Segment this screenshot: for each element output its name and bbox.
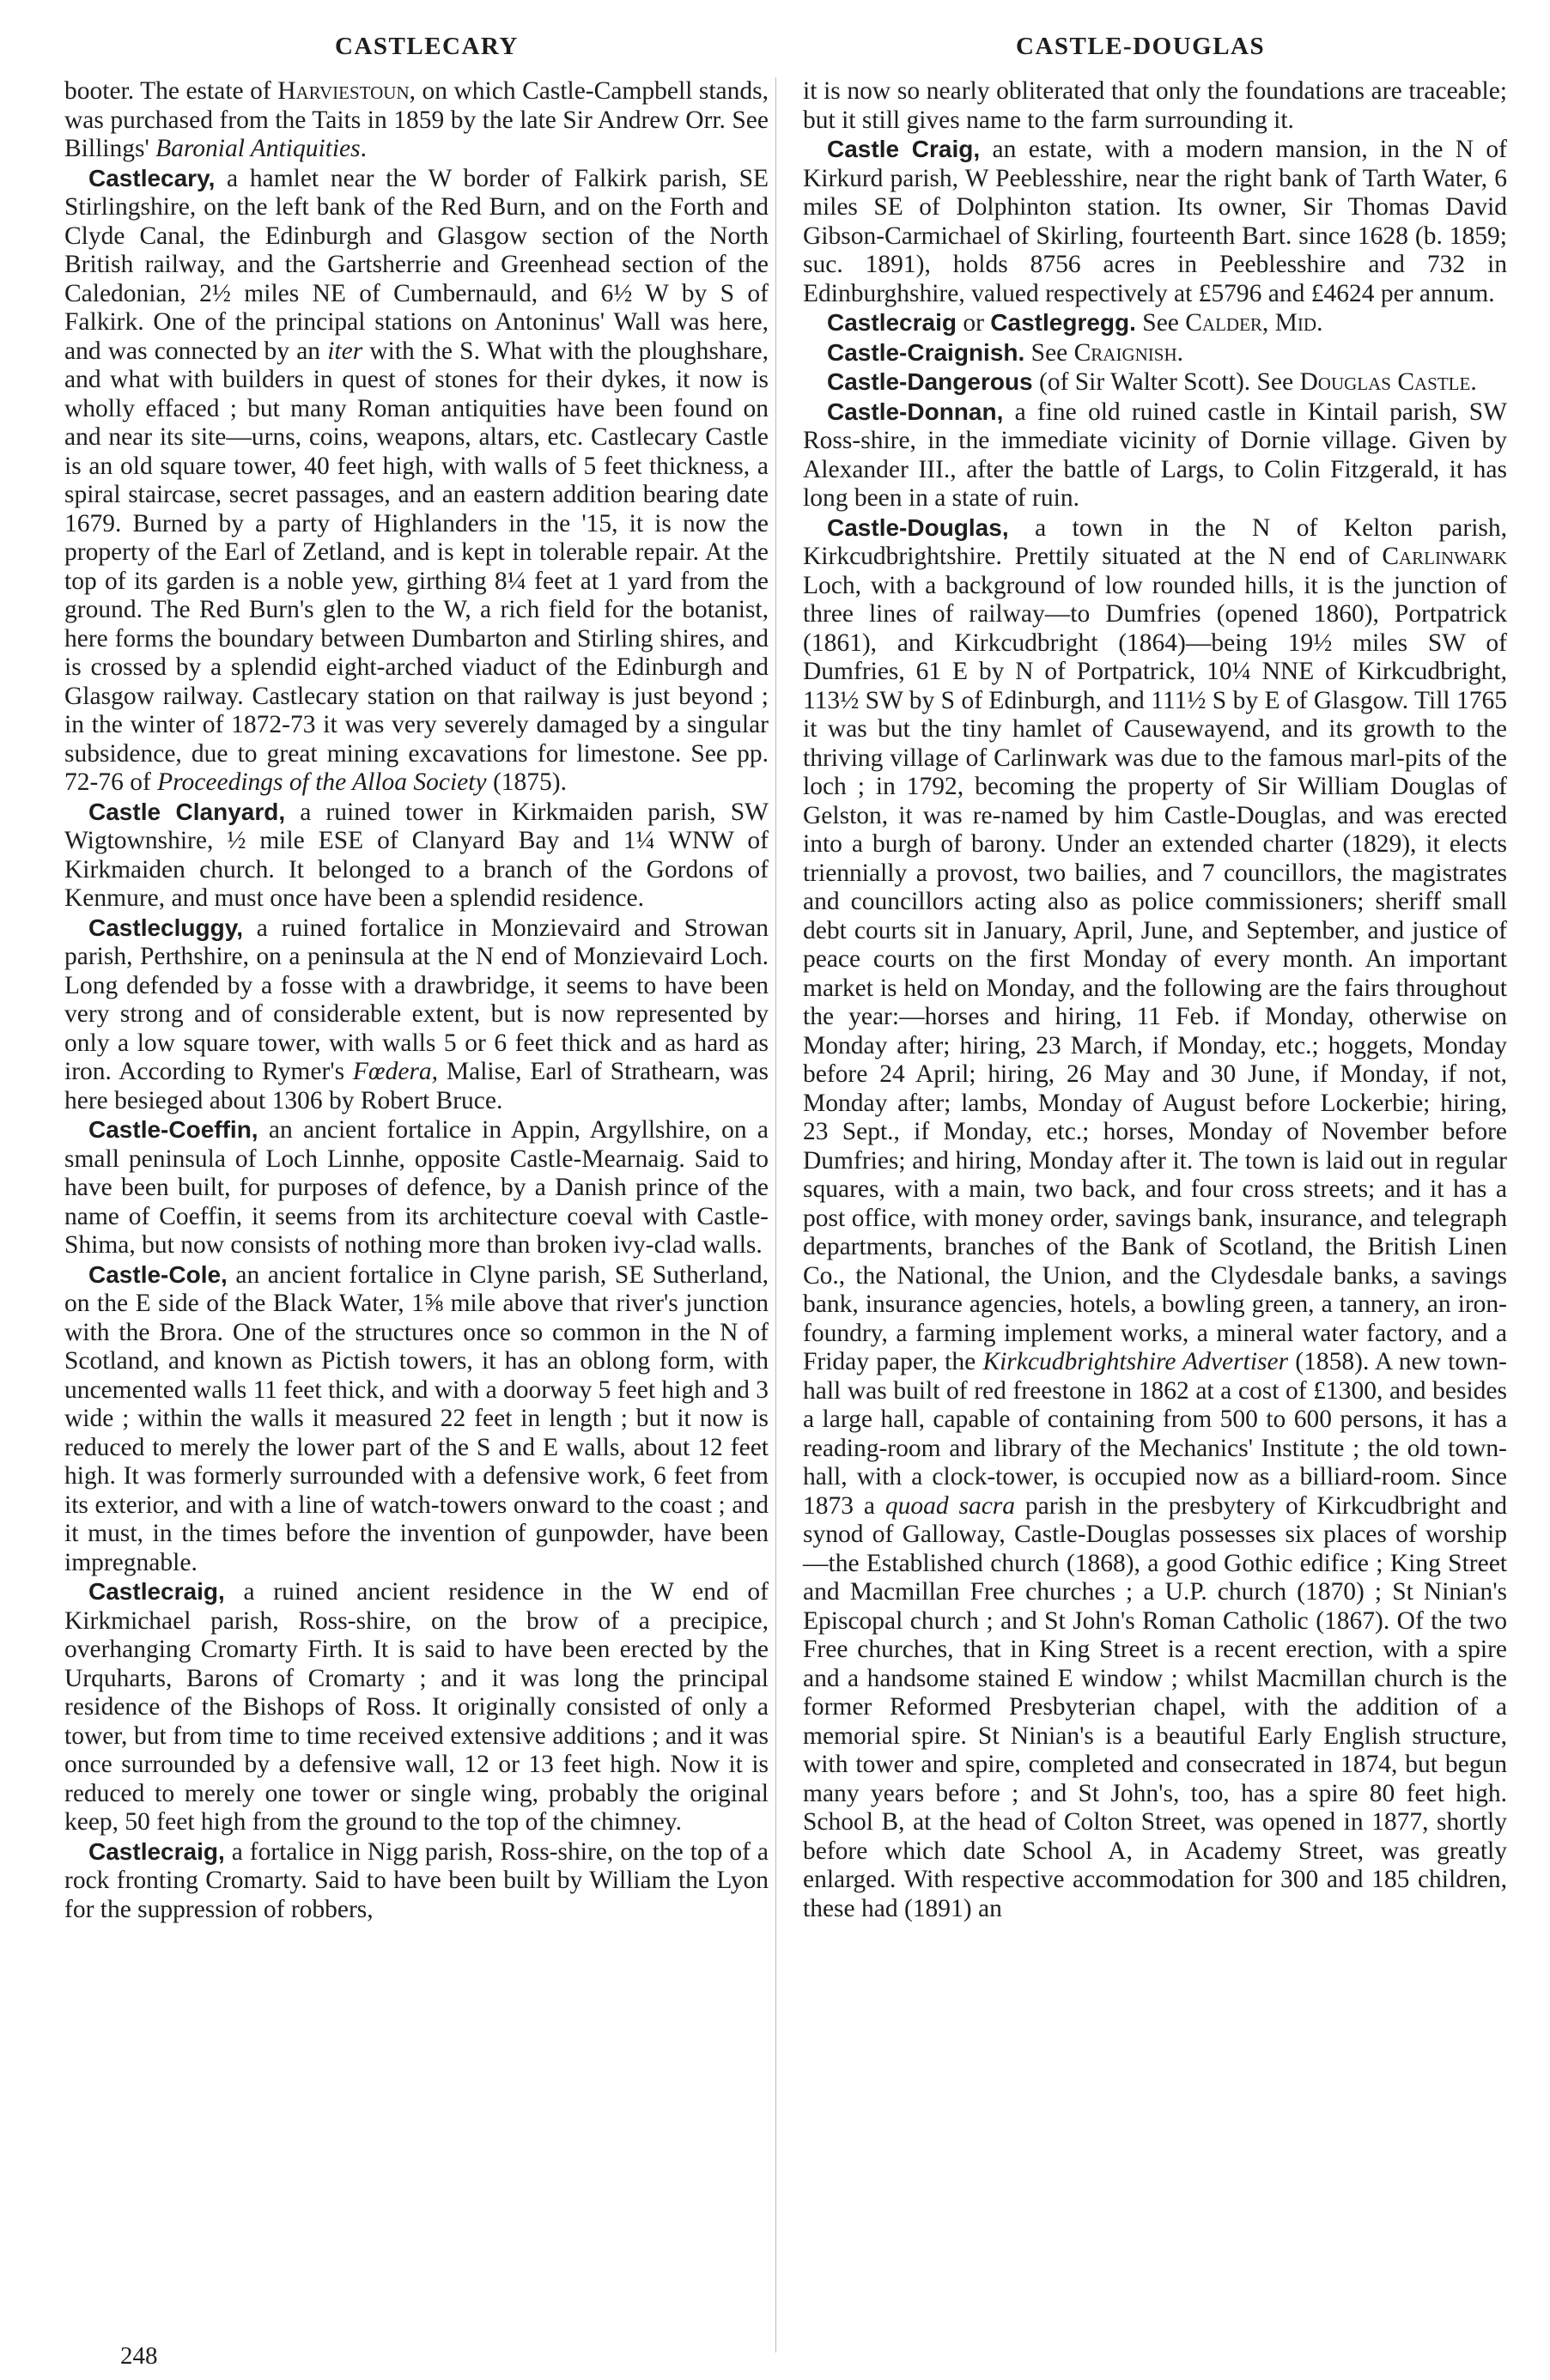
entry-text: an ancient fortalice in Appin, Argyllshire, on a small peninsula of Loch Linnhe, opposite Castle-Mearnaig. Said to have been built, for purposes of defence, by a Danish prince of the name of Coeffin, it seems from its architecture coeval with Castle-Shima, but now consists of nothing more than broken ivy-clad walls. [64,1116,769,1259]
entry-text: (1858). A new town-hall was built of red freestone in 1862 at a cost of £1300, and besides a large hall, capable of containing from 500 to 600 persons, it has a reading-room and library of the Mechanics' Institute ; the old town-hall, with a clock-tower, is occupied now as a billiard-room. Since 1873 a [803,1348,1508,1520]
gazetteer-entry [64,1837,769,1925]
entry-text: a ruined fortalice in Monzievaird and Strowan parish, Perthshire, on a peninsula at the N end of Monzievaird Loch. Long defended by a fosse with a drawbridge, it seems to have been very strong and of considerable extent, but is now represented by only a low square tower, with walls 5 or 6 feet thick and as hard as iron. According to Rymer's [64,914,769,1085]
entry-text: . [1470,368,1477,396]
right-column [803,77,1507,1923]
entry-headword: Castlegregg. [990,309,1136,336]
entry-text: a town in the N of Kelton parish, Kirkcudbrightshire. Prettily situated at the N end of [803,513,1507,570]
entry-headword: Castlecraig, [88,1578,225,1605]
page-number: 248 [120,2342,158,2370]
entry-text: (of Sir Walter Scott). See [1032,368,1300,396]
entry-text: it is now so nearly obliterated that only the foundations are traceable; but it still gives name to the farm surrounding it. [803,77,1507,134]
entry-headword: Castle-Donnan, [827,398,1004,425]
italic-text: Fœdera, [352,1058,439,1085]
entry-text: Malise, Earl of Strathearn, was here besieged about 1306 by Robert Bruce. [64,1058,769,1114]
gazetteer-entry [64,914,769,1116]
italic-text: Proceedings of the Alloa Society [157,768,487,796]
entry-text: a fine old ruined castle in Kintail parish, SW Ross-shire, in the immediate vicinity of Dornie village. Given by Alexander III., after the battle of Largs, to Colin Fitzgerald, it has long been in a state of ruin. [803,398,1507,512]
entry-headword: Castlecraig [827,309,957,336]
entry-headword: Castlecary, [88,164,216,191]
gazetteer-entry [64,1577,769,1837]
italic-text: iter [327,337,363,365]
entry-text: a ruined ancient residence in the W end of Kirkmichael parish, Ross-shire, on the brow of a precipice, overhanging Cromarty Firth. It is said to have been erected by the Urquharts, Barons of Cromarty ; and it was long the principal residence of the Bishops of Ross. It originally consisted of only a tower, but from time to time received extensive additions ; and it was once surrounded by a defensive wall, 12 or 13 feet high. Now it is reduced to merely one tower or single wing, probably the original keep, 50 feet high from the ground to the top of the chimney. [64,1578,769,1836]
continued-paragraph [803,77,1507,135]
gazetteer-entry [64,164,769,798]
entry-text: , on which Castle-Campbell stands, was purchased from the Taits in 1859 by the late Sir Andrew Orr. See Billings' [64,77,769,162]
cross-reference: Harviestoun [277,77,410,105]
column-divider [775,77,776,2353]
gazetteer-entry [803,513,1507,1924]
entry-headword: Castle Craig, [827,136,981,162]
entry-text: a ruined tower in Kirkmaiden parish, SW Wigtownshire, ½ mile ESE of Clanyard Bay and 1¼ WNW of Kirkmaiden church. It belonged to a branch of the Gordons of Kenmure, and must once have been a splendid residence. [64,798,769,912]
entry-headword: Castlecraig, [88,1837,225,1865]
cross-reference: Craignish [1073,338,1177,367]
entry-text: or [956,309,991,337]
entry-text: . [360,135,367,162]
entry-text: See [1024,338,1074,367]
entry-text: Loch, with a background of low rounded hills, it is the junction of three lines of railway—to Dumfries (opened 1860), Portpatrick (1861), and Kirkcudbright (1864)—being 19½ miles SW of Dumfries, 61 E by N of Portpatrick, 10¼ NNE of Kirkcudbright, 113½ SW by S of Edinburgh, and 111½ S by E of Glasgow. Till 1765 it was but the tiny hamlet of Causewayend, and its growth to the thriving village of Carlinwark was due to the famous marl-pits of the loch ; in 1792, becoming the property of Sir William Douglas of Gelston, it was re-named by him Castle-Douglas, and was erected into a burgh of barony. Under an extended charter (1829), it elects triennially a provost, two bailies, and 7 councillors, the magistrates and councillors acting also as police commissioners; sheriff small debt courts sit in January, April, June, and September, and justice of peace courts on the first Monday of every month. An important market is held on Monday, and the following are the fairs throughout the year:—horses and hiring, 11 Feb. if Monday, otherwise on Monday after; hiring, 23 March, if Monday, etc.; hoggets, Monday before 24 April; hiring, 26 May and 30 June, if Monday, if not, Monday after; lambs, Monday of August before Lockerbie; hiring, 23 Sept., if Monday, etc.; horses, Monday of November before Dumfries; and hiring, Monday after it. The town is laid out in regular squares, with a main, two back, and four cross streets; and it has a post office, with money order, savings bank, insurance, and telegraph departments, branches of the Bank of Scotland, the British Linen Co., the National, the Union, and the Clydesdale banks, a savings bank, insurance agencies, hotels, a bowling green, a tannery, an iron-foundry, a farming implement works, a mineral water factory, and a Friday paper, the [803,571,1507,1375]
entry-text: an ancient fortalice in Clyne parish, SE Sutherland, on the E side of the Black Water, 1⅝ mile above that river's junction with the Brora. One of the structures once so common in the N of Scotland, and known as Pictish towers, it has an oblong form, with uncemented walls 11 feet thick, and with a doorway 5 feet high and 3 wide ; within the walls it measured 22 feet in length ; but it now is reduced to merely the lower part of the S and E walls, about 12 feet high. It was formerly surrounded with a defensive work, 6 feet from its exterior, and with a line of watch-towers onward to the coast ; and it must, in the times before the invention of gunpowder, have been impregnable. [64,1260,769,1576]
gazetteer-entry [803,367,1507,398]
entry-headword: Castle-Craignish. [827,338,1025,366]
italic-text: quoad sacra [884,1491,1016,1520]
entry-headword: Castle-Dangerous [827,368,1033,395]
gazetteer-entry [64,1260,769,1578]
entry-headword: Castle Clanyard, [88,798,286,825]
entry-text: . [1316,309,1323,337]
right-running-header: CASTLE-DOUGLAS [1016,33,1266,60]
entry-text: an estate, with a modern mansion, in the N of Kirkurd parish, W Peeblesshire, near the right bank of Tarth Water, 6 miles SE of Dolphinton station. Its owner, Sir Thomas David Gibson-Carmichael of Skirling, fourteenth Bart. since 1628 (b. 1859; suc. 1891), holds 8756 acres in Peeblesshire and 732 in Edinburghshire, valued respectively at £5796 and £4624 per annum. [803,136,1508,307]
cross-reference: Carlinwark [1382,543,1507,570]
left-running-header: CASTLECARY [335,33,519,60]
entry-text: (1875). [486,768,567,796]
cross-reference: Calder, Mid [1185,309,1317,337]
continued-paragraph [64,77,769,164]
entry-text: . [1176,338,1184,367]
cross-reference: Douglas Castle [1299,368,1471,396]
entry-headword: Castle-Cole, [88,1260,228,1288]
entry-text: See [1135,309,1186,337]
gazetteer-entry [803,308,1507,338]
gazetteer-entry [803,338,1507,368]
gazetteer-entry [803,135,1507,308]
entry-headword: Castlecluggy, [88,914,243,941]
entry-headword: Castle-Coeffin, [88,1116,258,1143]
entry-text: a fortalice in Nigg parish, Ross-shire, on the top of a rock fronting Cromarty. Said to have been built by William the Lyon for the suppression of robbers, [64,1837,769,1923]
gazetteer-entry [64,798,769,914]
entry-text: a hamlet near the W border of Falkirk parish, SE Stirlingshire, on the left bank of the Red Burn, and on the Forth and Clyde Canal, the Edinburgh and Glasgow section of the North British railway, and the Gartsherrie and Greenhead section of the Caledonian, 2½ miles NE of Cumbernauld, and 6½ W by S of Falkirk. One of the principal stations on Antoninus' Wall was here, and was connected by an [64,164,769,365]
gazetteer-entry [803,398,1507,513]
left-column [64,77,769,1924]
gazetteer-entry [64,1115,769,1260]
entry-headword: Castle-Douglas, [827,513,1009,541]
italic-text: Kirkcudbrightshire Advertiser [982,1348,1289,1375]
entry-text: booter. The estate of [64,77,278,105]
entry-text: parish in the presbytery of Kirkcudbright and synod of Galloway, Castle-Douglas possesses six places of worship—the Established church (1868), a good Gothic edifice ; King Street and Macmillan Free churches ; a U.P. church (1870) ; St Ninian's Episcopal church ; and St John's Roman Catholic (1867). Of the two Free churches, that in King Street is a recent erection, with a spire and a handsome stained E window ; whilst Macmillan church is the former Reformed Presbyterian chapel, with the addition of a memorial spire. St Ninian's is a beautiful Early English structure, with tower and spire, completed and consecrated in 1874, but begun many years before ; and St John's, too, has a spire 80 feet high. School B, at the head of Colton Street, was opened in 1877, shortly before which date School A, in Academy Street, was greatly enlarged. With respective accommodation for 300 and 185 children, these had (1891) an [803,1491,1508,1922]
italic-text: Baronial Antiquities [155,135,361,162]
entry-text: with the S. What with the ploughshare, and what with builders in quest of stones for their dykes, it now is wholly effaced ; but many Roman antiquities have been found on and near its site—urns, coins, weapons, altars, etc. Castlecary Castle is an old square tower, 40 feet high, with walls of 5 feet thickness, a spiral staircase, secret passages, and an eastern addition bearing date 1679. Burned by a party of Highlanders in the '15, it is now the property of the Earl of Zetland, and is kept in tolerable repair. At the top of its garden is a noble yew, girthing 8¼ feet at 1 yard from the ground. The Red Burn's glen to the W, a rich field for the botanist, here forms the boundary between Dumbarton and Stirling shires, and is crossed by a splendid eight-arched viaduct of the Edinburgh and Glasgow railway. Castlecary station on that railway is just beyond ; in the winter of 1872-73 it was very severely damaged by a singular subsidence, due to great mining excavations for limestone. See pp. 72-76 of [64,337,769,796]
